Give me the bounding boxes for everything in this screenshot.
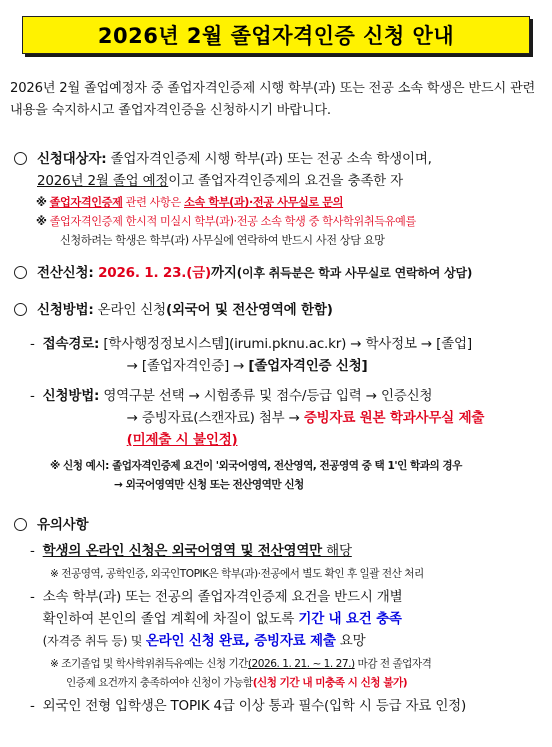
period-note: (이후 취득분은 학과 사무실로 연락하여 상담) bbox=[236, 266, 473, 280]
dash-mark: - bbox=[30, 543, 35, 559]
dash-mark: - bbox=[30, 388, 35, 404]
section-target bbox=[10, 148, 546, 250]
method-scope: (외국어 및 전산영역에 한함) bbox=[165, 302, 333, 318]
period-until: 까지 bbox=[211, 265, 237, 281]
procedure-row bbox=[30, 385, 546, 451]
notice-item-3 bbox=[30, 695, 546, 717]
target-label: 신청대상자: bbox=[37, 151, 107, 167]
title-banner bbox=[22, 16, 530, 54]
circle-bullet-icon bbox=[14, 152, 27, 165]
notice-note-d: 인증제 요건까지 충족하여야 신청이 가능함 bbox=[66, 677, 253, 689]
target-text-rest: 이고 졸업자격인증제의 요건을 충족한 자 bbox=[168, 173, 403, 189]
notice-note-warning: (신청 기간 내 미충족 시 신청 불가) bbox=[252, 677, 408, 689]
notice-item-3-text: 외국인 전형 입학생은 TOPIK 4급 이상 통과 필수(입학 시 등급 자료 인정) bbox=[42, 698, 467, 714]
target-graduation: 2026년 2월 졸업 예정 bbox=[37, 173, 169, 189]
reference-mark: ※ bbox=[36, 196, 47, 209]
route-row bbox=[30, 333, 546, 377]
notice-item-1b: 외국어영역 및 전산영역만 bbox=[171, 543, 323, 559]
route-text-2: → [졸업자격인증] → bbox=[126, 358, 249, 374]
procedure-label: 신청방법: bbox=[42, 388, 100, 404]
page-title: 2026년 2월 졸업자격인증 신청 안내 bbox=[97, 24, 455, 48]
target-note-1a: 졸업자격인증제 bbox=[49, 196, 123, 209]
section-notice bbox=[10, 514, 546, 717]
notice-item-2-deadline: 기간 내 요건 충족 bbox=[298, 611, 402, 627]
dash-mark: - bbox=[30, 698, 35, 714]
intro-paragraph: 2026년 2월 졸업예정자 중 졸업자격인증제 시행 학부(과) 또는 전공 소속 학생은 반드시 관련 내용을 숙지하시고 졸업자격인증을 신청하시기 바랍니다. bbox=[10, 81, 536, 118]
route-label: 접속경로: bbox=[42, 336, 100, 352]
notice-note-period: (2026. 1. 21. ~ 1. 27.) bbox=[247, 658, 355, 670]
method-text: 온라인 신청 bbox=[93, 302, 166, 318]
notice-item-1c: 해당 bbox=[322, 543, 352, 559]
route-text: [학사행정정보시스템](irumi.pknu.ac.kr) → 학사정보 → [졸업] bbox=[99, 336, 472, 352]
notice-item-2a: 소속 학부(과) 또는 전공의 졸업자격인증제 요건을 반드시 개별 bbox=[42, 589, 403, 605]
procedure-text-2: → 증빙자료(스캔자료) 첨부 → bbox=[126, 410, 304, 426]
method-example: ※ 신청 예시: 졸업자격인증제 요건이 '외국어영역, 전산영역, 전공영역 중 택 1'인 학과의 경우 bbox=[50, 460, 462, 472]
method-label: 신청방법: bbox=[37, 302, 94, 318]
procedure-text: 영역구분 선택 → 시험종류 및 점수/등급 입력 → 인증신청 bbox=[99, 388, 433, 404]
notice-item-2-note bbox=[50, 655, 546, 674]
target-note-2 bbox=[36, 212, 546, 231]
dash-mark: - bbox=[30, 589, 35, 605]
procedure-submit-original: 증빙자료 원본 학과사무실 제출 bbox=[303, 410, 485, 426]
circle-bullet-icon bbox=[14, 518, 27, 531]
period-date: 2026. 1. 23.(금) bbox=[98, 265, 211, 281]
target-note-1b: 관련 사항은 bbox=[122, 196, 185, 209]
circle-bullet-icon bbox=[14, 266, 27, 279]
notice-item-2-note-2 bbox=[66, 674, 546, 693]
notice-label: 유의사항 bbox=[37, 517, 89, 533]
notice-item-2 bbox=[30, 586, 546, 652]
method-example-2: → 외국어영역만 신청 또는 전산영역만 신청 bbox=[114, 479, 304, 491]
notice-item-1a: 학생의 온라인 신청은 bbox=[42, 543, 172, 559]
period-label: 전산신청: bbox=[37, 265, 99, 281]
section-period bbox=[10, 262, 546, 284]
dash-mark: - bbox=[30, 336, 35, 352]
notice-item-2d: (자격증 취득 등) 및 bbox=[42, 634, 146, 648]
section-method bbox=[10, 299, 546, 495]
notice-note-a: ※ 조기졸업 및 학사학위취득유예는 신청 기간 bbox=[50, 658, 248, 670]
target-note-2b: 신청하려는 학생은 학부(과) 사무실에 연락하여 반드시 사전 상담 요망 bbox=[60, 234, 385, 247]
target-text: 졸업자격인증제 시행 학부(과) 또는 전공 소속 학생이며, bbox=[106, 151, 432, 167]
notice-note-c: 마감 전 졸업자격 bbox=[354, 658, 432, 670]
procedure-warning: (미제출 시 불인정) bbox=[126, 432, 238, 448]
reference-mark: ※ bbox=[36, 215, 47, 228]
notice-item-1-note: ※ 전공영역, 공학인증, 외국인TOPIK은 학부(과)·전공에서 별도 확인 후 일괄 전산 처리 bbox=[50, 568, 424, 580]
circle-bullet-icon bbox=[14, 303, 27, 316]
target-note-2a: 졸업자격인증제 한시적 미실시 학부(과)·전공 소속 학생 중 학사학위취득유예를 bbox=[49, 215, 416, 228]
route-target-menu: [졸업자격인증 신청] bbox=[248, 358, 368, 374]
notice-item-2b: 확인하여 본인의 졸업 계획에 차질이 없도록 bbox=[42, 611, 299, 627]
target-note-1 bbox=[36, 193, 546, 212]
notice-item-2-submit: 온라인 신청 완료, 증빙자료 제출 bbox=[145, 633, 336, 649]
target-note-1c: 소속 학부(과)·전공 사무실로 문의 bbox=[184, 196, 344, 209]
notice-item-1 bbox=[30, 540, 546, 562]
notice-item-2f: 요망 bbox=[335, 633, 366, 649]
